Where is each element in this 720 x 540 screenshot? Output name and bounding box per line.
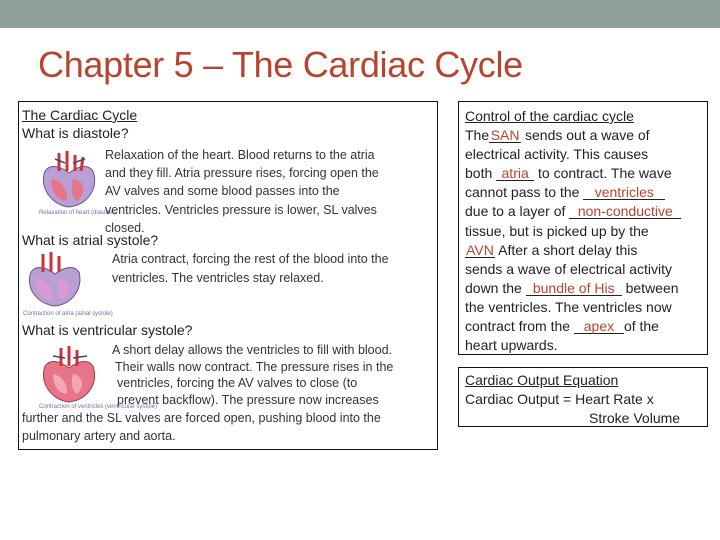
top-bar bbox=[0, 0, 720, 28]
answer-line: Relaxation of the heart. Blood returns to the atria bbox=[105, 148, 375, 162]
text-fragment: between bbox=[625, 279, 679, 296]
answer-line: ventricles. The ventricles stay relaxed. bbox=[112, 271, 324, 285]
answer-line: ventricles, forcing the AV valves to close (to bbox=[117, 376, 358, 391]
caption-ventricular-systole: Contraction of ventricles (ventricular systole) bbox=[39, 404, 158, 410]
control-line-3 bbox=[465, 164, 681, 183]
answer-line: A short delay allows the ventricles to fill with blood. bbox=[112, 343, 392, 357]
control-line-7 bbox=[465, 241, 681, 260]
control-line-9 bbox=[465, 279, 681, 298]
answer-line: AV valves and some blood passes into the bbox=[105, 184, 340, 199]
caption-atrial-systole: Contraction of atria (atrial systole) bbox=[23, 311, 113, 317]
question-atrial-systole: What is atrial systole? bbox=[22, 232, 159, 248]
control-line-1 bbox=[465, 126, 681, 145]
control-heading: Control of the cardiac cycle bbox=[465, 108, 634, 124]
blank-atria: atria bbox=[496, 166, 534, 181]
cardiac-output-equation: Cardiac Output = Heart Rate x bbox=[465, 391, 654, 407]
answer-atrial-systole bbox=[112, 250, 389, 288]
cardiac-output-heading: Cardiac Output Equation bbox=[465, 372, 619, 388]
blank-apex: apex bbox=[574, 319, 624, 334]
question-diastole: What is diastole? bbox=[22, 125, 129, 141]
answer-ventricular-systole bbox=[112, 342, 393, 408]
text-fragment: After a short delay this bbox=[498, 241, 638, 258]
control-line-12: heart upwards. bbox=[465, 337, 558, 354]
cardiac-cycle-panel bbox=[18, 101, 438, 450]
panel-heading: The Cardiac Cycle bbox=[22, 107, 138, 123]
blank-avn: AVN bbox=[466, 241, 494, 258]
caption-diastole: Relaxation of heart (diastole) bbox=[39, 210, 116, 216]
text-fragment: to contract. The wave bbox=[538, 165, 672, 182]
blank-non-conductive: non-conductive bbox=[569, 204, 681, 219]
text-fragment: due to a layer of bbox=[465, 203, 566, 220]
text-fragment: sends out a wave of bbox=[525, 127, 650, 144]
control-line-2: electrical activity. This causes bbox=[465, 146, 649, 163]
control-line-10: the ventricles. The ventricles now bbox=[465, 298, 672, 315]
answer-line: prevent backflow). The pressure now increases bbox=[117, 392, 379, 407]
blank-bundle-of-his: bundle of His bbox=[526, 281, 622, 296]
answer-ventricular-systole-cont bbox=[22, 410, 381, 445]
text-fragment: The bbox=[465, 127, 490, 144]
control-panel bbox=[458, 101, 708, 355]
question-ventricular-systole: What is ventricular systole? bbox=[22, 322, 193, 338]
text-fragment: both bbox=[465, 165, 493, 182]
cardiac-output-equation-cont: Stroke Volume bbox=[589, 410, 681, 426]
answer-line: Their walls now contract. The pressure rises in the bbox=[115, 359, 394, 374]
control-line-4 bbox=[465, 183, 681, 202]
heart-atrial-systole-diagram bbox=[25, 252, 89, 310]
blank-ventricles: ventricles bbox=[583, 185, 665, 200]
control-line-11 bbox=[465, 317, 681, 336]
cardiac-output-panel bbox=[458, 367, 708, 427]
slide-title: Chapter 5 – The Cardiac Cycle bbox=[38, 44, 523, 85]
answer-line: ventricles. Ventricles pressure is lower, SL valves bbox=[105, 202, 377, 217]
blank-san: SAN bbox=[490, 127, 520, 144]
text-fragment: contract from the bbox=[465, 318, 571, 335]
answer-line: closed. bbox=[105, 220, 145, 235]
control-text bbox=[465, 107, 681, 355]
answer-line: further and the SL valves are forced open, pushing blood into the bbox=[22, 411, 381, 425]
heart-diastole-diagram bbox=[37, 149, 105, 211]
text-fragment: cannot pass to the bbox=[465, 184, 580, 201]
answer-diastole bbox=[105, 146, 379, 237]
text-fragment: down the bbox=[465, 279, 522, 296]
control-line-8: sends a wave of electrical activity bbox=[465, 260, 672, 277]
control-line-6: tissue, but is picked up by the bbox=[465, 222, 649, 239]
control-line-5 bbox=[465, 202, 681, 221]
answer-line: Atria contract, forcing the rest of the blood into the bbox=[112, 252, 389, 266]
answer-line: and they fill. Atria pressure rises, forcing open the bbox=[105, 166, 379, 181]
heart-ventricular-systole-diagram bbox=[37, 344, 107, 406]
text-fragment: of the bbox=[623, 318, 659, 335]
answer-line: pulmonary artery and aorta. bbox=[22, 428, 176, 443]
